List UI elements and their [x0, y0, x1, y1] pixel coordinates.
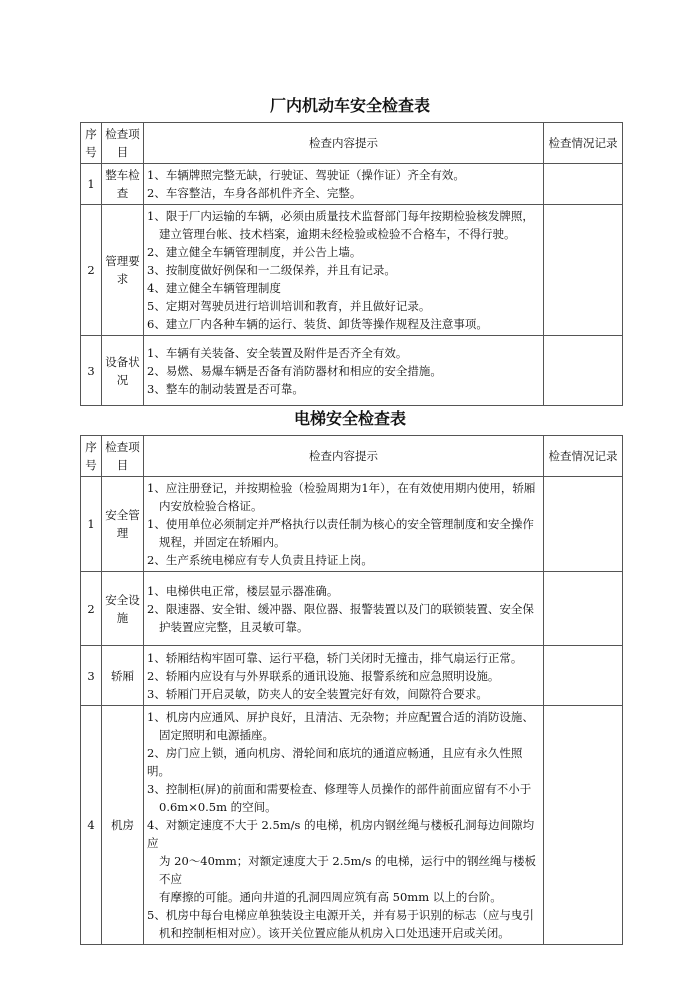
record-cell[interactable]: [544, 164, 623, 205]
content-line: 2、生产系统电梯应有专人负责且持证上岗。: [147, 553, 373, 567]
content-line: 1、车辆有关装备、安全装置及附件是否齐全有效。: [147, 345, 408, 360]
row-item: 轿厢: [102, 646, 144, 706]
header-content: 检查内容提示: [144, 436, 544, 477]
table2-title: 电梯安全检查表: [293, 409, 406, 428]
content-line: 2、限速器、安全钳、缓冲器、限位器、报警装置以及门的联锁装置、安全保: [147, 601, 534, 616]
row-item: 机房: [102, 706, 144, 945]
content-line: 5、机房中每台电梯应单独装设主电源开关，并有易于识别的标志（应与曳引: [147, 908, 534, 922]
content-line: 有摩擦的可能。通向井道的孔洞四周应筑有高 50mm 以上的台阶。: [159, 890, 502, 904]
table-header-row: [81, 123, 623, 164]
table-row: [81, 646, 623, 706]
record-cell[interactable]: [544, 572, 623, 646]
content-line: 2、建立健全车辆管理制度，并公告上墙。: [147, 245, 362, 259]
row-content: [144, 164, 544, 205]
row-item: 安全管理: [102, 477, 144, 572]
row-number: 3: [81, 646, 102, 706]
content-line: 建立管理台帐、技术档案，逾期未经检验或检验不合格车，不得行驶。: [159, 227, 516, 241]
content-line: 1、机房内应通风、屏护良好，且清洁、无杂物；并应配置合适的消防设施、: [147, 710, 534, 724]
row-content: [144, 572, 544, 646]
content-line: 护装置应完整，且灵敏可靠。: [159, 619, 309, 634]
row-item: 设备状况: [102, 336, 144, 406]
row-number: 1: [81, 164, 102, 205]
row-item: 安全设施: [102, 572, 144, 646]
row-content: [144, 477, 544, 572]
row-number: 2: [81, 205, 102, 336]
content-line: 机和控制柜相对应）。该开关位置应能从机房入口处迅速开启或关闭。: [159, 926, 510, 940]
content-line: 固定照明和电源插座。: [159, 728, 274, 742]
row-number: 1: [81, 477, 102, 572]
record-cell[interactable]: [544, 646, 623, 706]
content-line: 1、电梯供电正常，楼层显示器准确。: [147, 583, 339, 598]
content-line: 3、轿厢门开启灵敏，防夹人的安全装置完好有效，间隙符合要求。: [147, 686, 488, 701]
content-line: 规程，并固定在轿厢内。: [159, 535, 286, 549]
row-content: [144, 336, 544, 406]
row-number: 2: [81, 572, 102, 646]
content-line: 6、建立厂内各种车辆的运行、装货、卸货等操作规程及注意事项。: [147, 317, 488, 331]
header-content: 检查内容提示: [144, 123, 544, 164]
content-line: 3、整车的制动装置是否可靠。: [147, 381, 304, 396]
row-content: [144, 646, 544, 706]
content-line: 1、限于厂内运输的车辆，必须由质量技术监督部门每年按期检验核发牌照，: [147, 209, 534, 223]
row-content: [144, 706, 544, 945]
record-cell[interactable]: [544, 706, 623, 945]
content-line: 2、车容整洁，车身各部机件齐全、完整。: [147, 186, 362, 200]
content-line: 1、车辆牌照完整无缺，行驶证、驾驶证（操作证）齐全有效。: [147, 168, 465, 182]
record-cell[interactable]: [544, 205, 623, 336]
content-line: 内安放检验合格证。: [159, 499, 263, 513]
content-line: 1、应注册登记，并按期检验（检验周期为1年），在有效使用期内使用，轿厢: [147, 481, 536, 495]
table-header-row: [81, 436, 623, 477]
table1-title: 厂内机动车安全检查表: [269, 96, 430, 115]
content-line: 5、定期对驾驶员进行培训培训和教育，并且做好记录。: [147, 299, 431, 313]
row-number: 3: [81, 336, 102, 406]
content-line: 为 20～40mm；对额定速度大于 2.5m/s 的电梯，运行中的钢丝绳与楼板不应: [159, 854, 537, 886]
row-item: 管理要求: [102, 205, 144, 336]
row-item: 整车检查: [102, 164, 144, 205]
table-row: [81, 164, 623, 205]
record-cell[interactable]: [544, 336, 623, 406]
content-line: 2、轿厢内应设有与外界联系的通讯设施、报警系统和应急照明设施。: [147, 668, 500, 683]
record-cell[interactable]: [544, 477, 623, 572]
content-line: 0.6m×0.5m 的空间。: [159, 800, 277, 814]
content-line: 2、房门应上锁，通向机房、滑轮间和底坑的通道应畅通，且应有永久性照明。: [147, 746, 523, 778]
table-row: [81, 477, 623, 572]
content-line: 3、按制度做好例保和一二级保养，并且有记录。: [147, 263, 396, 277]
header-record: 检查情况记录: [544, 123, 623, 164]
header-num: 序号: [81, 436, 102, 477]
header-record: 检查情况记录: [544, 436, 623, 477]
content-line: 1、使用单位必须制定并严格执行以责任制为核心的安全管理制度和安全操作: [147, 517, 534, 531]
content-line: 4、对额定速度不大于 2.5m/s 的电梯，机房内钢丝绳与楼板孔洞每边间隙均应: [147, 818, 535, 850]
header-num: 序号: [81, 123, 102, 164]
content-line: 2、易燃、易爆车辆是否备有消防器材和相应的安全措施。: [147, 363, 442, 378]
content-line: 3、控制柜(屏)的前面和需要检查、修理等人员操作的部件前面应留有不小于: [147, 782, 532, 796]
header-item: 检查项目: [102, 123, 144, 164]
table-row: [81, 572, 623, 646]
elevator-safety-table: [80, 435, 623, 945]
table-row: [81, 706, 623, 945]
row-number: 4: [81, 706, 102, 945]
table-row: [81, 336, 623, 406]
row-content: [144, 205, 544, 336]
table-row: [81, 205, 623, 336]
content-line: 1、轿厢结构牢固可靠、运行平稳，轿门关闭时无撞击，排气扇运行正常。: [147, 650, 523, 665]
content-line: 4、建立健全车辆管理制度: [147, 281, 281, 295]
vehicle-safety-table: [80, 122, 623, 406]
header-item: 检查项目: [102, 436, 144, 477]
